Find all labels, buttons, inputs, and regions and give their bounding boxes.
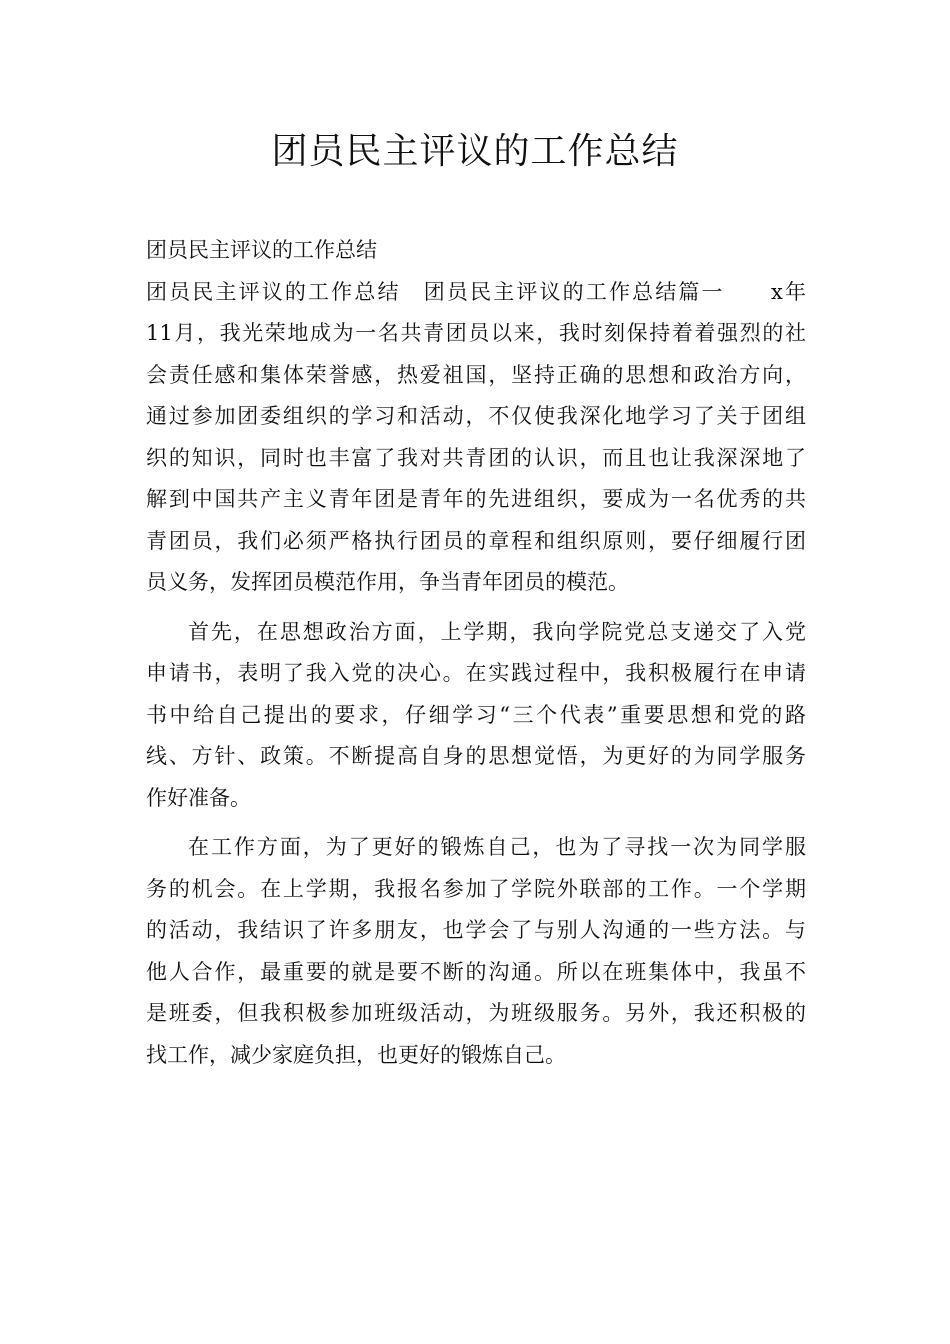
paragraph-line: 首先，在思想政治方面，上学期，我向学院党总支递交了入党 [188,619,806,644]
paragraph-line: 青团员，我们必须严格执行团员的章程和组织原则，要仔细履行团 [146,528,806,553]
document-title: 团员民主评议的工作总结 [271,131,679,172]
paragraph-line: 书中给自己提出的要求，仔细学习“三个代表”重要思想和党的路 [146,702,806,727]
paragraph-line: 通过参加团委组织的学习和活动，不仅使我深化地学习了关于团组 [146,404,806,428]
paragraph-line: 织的知识，同时也丰富了我对共青团的认识，而且也让我深深地了 [146,445,806,470]
paragraph-line: 是班委，但我积极参加班级活动，为班级服务。另外，我还积极的 [146,1001,806,1025]
paragraph-1 [146,272,806,604]
paragraph-line: 11月，我光荣地成为一名共青团员以来，我时刻保持着着强烈的社 [146,321,806,345]
paragraph-line: 务的机会。在上学期，我报名参加了学院外联部的工作。一个学期 [146,876,806,901]
paragraph-line: 会责任感和集体荣誉感，热爱祖国，坚持正确的思想和政治方向， [146,362,806,387]
paragraph-line: 解到中国共产主义青年团是青年的先进组织，要成为一名优秀的共 [146,487,806,511]
paragraph-2 [146,612,806,820]
paragraph-3 [146,827,806,1076]
document-body [146,230,806,1076]
paragraph-line: 作好准备。 [146,785,251,810]
paragraph-line: 的活动，我结识了许多朋友，也学会了与别人沟通的一些方法。与 [146,918,806,942]
paragraph-line: 申请书，表明了我入党的决心。在实践过程中，我积极履行在申请 [146,661,806,685]
paragraph-line: 他人合作，最重要的就是要不断的沟通。所以在班集体中，我虽不 [146,959,806,984]
document-subtitle: 团员民主评议的工作总结 [146,238,377,262]
paragraph-line: 员义务，发挥团员模范作用，争当青年团员的模范。 [146,570,629,594]
paragraph-line: 找工作，减少家庭负担，也更好的锻炼自己。 [146,1042,566,1067]
paragraph-line: 团员民主评议的工作总结 团员民主评议的工作总结篇一 x年 [146,279,806,304]
paragraph-line: 线、方针、政策。不断提高自身的思想觉悟，为更好的为同学服务 [146,744,806,768]
paragraph-line: 在工作方面，为了更好的锻炼自己，也为了寻找一次为同学服 [188,835,806,859]
